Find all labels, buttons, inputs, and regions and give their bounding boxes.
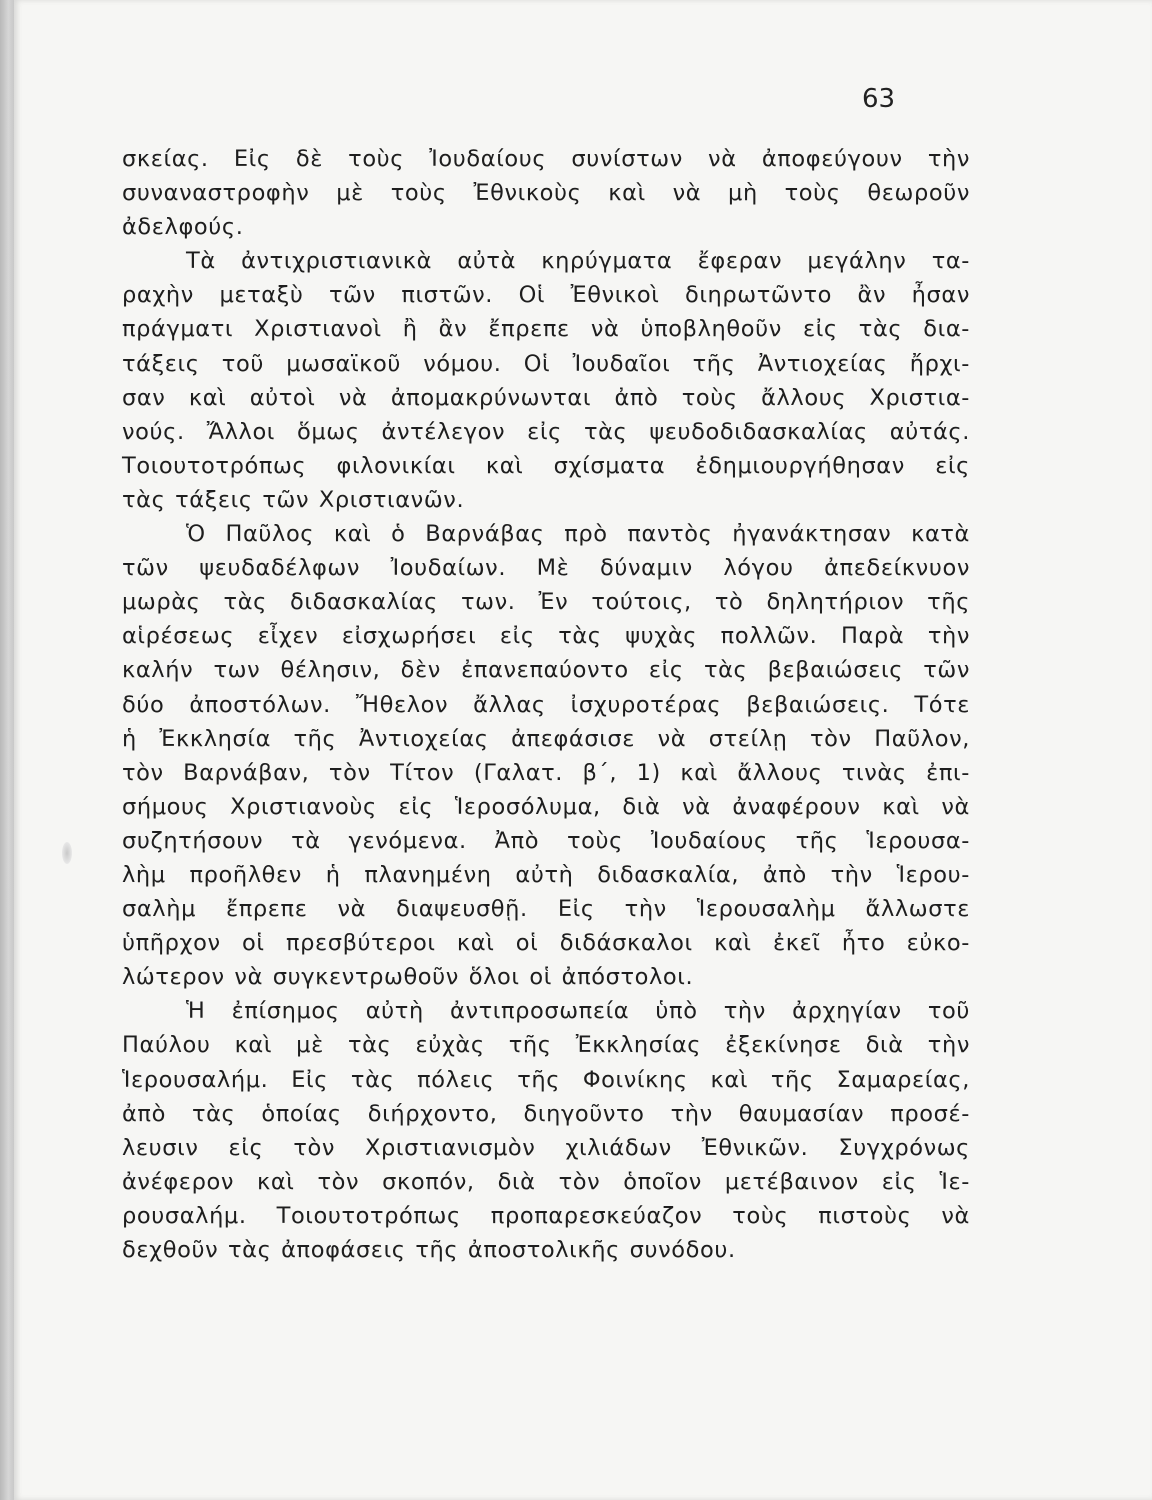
text-line: δεχθοῦν τὰς ἀποφάσεις τῆς ἀποστολικῆς συνόδου. <box>122 1237 736 1263</box>
text-line: σκείας. Εἰς δὲ τοὺς Ἰουδαίους συνίστων νὰ ἀποφεύγουν τὴν <box>122 146 970 172</box>
paragraph <box>122 994 970 1267</box>
text-line: συναναστροφὴν μὲ τοὺς Ἐθνικοὺς καὶ νὰ μὴ τοὺς θεωροῦν <box>122 180 970 207</box>
text-line: πράγματι Χριστιανοὶ ἢ ἂν ἔπρεπε νὰ ὑποβληθοῦν εἰς τὰς δια- <box>122 316 970 343</box>
text-line: ὑπῆρχον οἱ πρεσβύτεροι καὶ οἱ διδάσκαλοι καὶ ἐκεῖ ἦτο εὐκο- <box>122 930 970 957</box>
text-line: σαλὴμ ἔπρεπε νὰ διαψευσθῇ. Εἰς τὴν Ἱερουσαλὴμ ἄλλωστε <box>122 896 970 923</box>
text-line: αἱρέσεως εἶχεν εἰσχωρήσει εἰς τὰς ψυχὰς πολλῶν. Παρὰ τὴν <box>122 623 970 650</box>
text-line: λευσιν εἰς τὸν Χριστιανισμὸν χιλιάδων Ἐθνικῶν. Συγχρόνως <box>122 1134 970 1161</box>
text-line: λὴμ προῆλθεν ἡ πλανημένη αὐτὴ διδασκαλία, ἀπὸ τὴν Ἱερου- <box>122 861 970 888</box>
text-line: σαν καὶ αὐτοὶ νὰ ἀπομακρύνωνται ἀπὸ τοὺς ἄλλους Χριστια- <box>122 384 970 411</box>
paragraph <box>122 517 970 994</box>
text-line: δύο ἀποστόλων. Ἤθελον ἄλλας ἰσχυροτέρας βεβαιώσεις. Τότε <box>122 691 970 718</box>
page-number: 63 <box>862 84 896 114</box>
text-line: τὰς τάξεις τῶν Χριστιανῶν. <box>122 486 465 513</box>
text-line: Τοιουτοτρόπως φιλονικίαι καὶ σχίσματα ἐδημιουργήθησαν εἰς <box>122 452 970 479</box>
paragraph <box>122 142 970 244</box>
text-line: σήμους Χριστιανοὺς εἰς Ἱεροσόλυμα, διὰ νὰ ἀναφέρουν καὶ νὰ <box>122 793 970 820</box>
text-line: ἀνέφερον καὶ τὸν σκοπόν, διὰ τὸν ὁποῖον μετέβαινον εἰς Ἱε- <box>122 1168 970 1195</box>
text-line: Παύλου καὶ μὲ τὰς εὐχὰς τῆς Ἐκκλησίας ἐξεκίνησε διὰ τὴν <box>122 1032 970 1059</box>
text-line: καλήν των θέλησιν, δὲν ἐπανεπαύοντο εἰς τὰς βεβαιώσεις τῶν <box>122 657 970 684</box>
book-page <box>14 0 1152 1500</box>
text-line: συζητήσουν τὰ γενόμενα. Ἀπὸ τοὺς Ἰουδαίους τῆς Ἱερουσα- <box>122 827 970 854</box>
text-line: ρουσαλήμ. Τοιουτοτρόπως προπαρεσκεύαζον τοὺς πιστοὺς νὰ <box>122 1202 970 1229</box>
text-line: λώτερον νὰ συγκεντρωθοῦν ὅλοι οἱ ἀπόστολοι. <box>122 964 694 991</box>
text-line: ἀπὸ τὰς ὁποίας διήρχοντο, διηγοῦντο τὴν θαυμασίαν προσέ- <box>122 1100 970 1127</box>
text-line: μωρὰς τὰς διδασκαλίας των. Ἐν τούτοις, τὸ δηλητήριον τῆς <box>122 589 970 616</box>
text-line: ἡ Ἐκκλησία τῆς Ἀντιοχείας ἀπεφάσισε νὰ στείλῃ τὸν Παῦλον, <box>122 725 970 752</box>
text-line: ἀδελφούς. <box>122 214 244 241</box>
text-line: Ἡ ἐπίσημος αὐτὴ ἀντιπροσωπεία ὑπὸ τὴν ἀρχηγίαν τοῦ <box>186 998 970 1025</box>
text-line: Τὰ ἀντιχριστιανικὰ αὐτὰ κηρύγματα ἔφεραν μεγάλην τα- <box>186 248 970 275</box>
text-line: Ἱερουσαλήμ. Εἰς τὰς πόλεις τῆς Φοινίκης καὶ τῆς Σαμαρείας, <box>122 1066 970 1093</box>
paragraph <box>122 244 970 517</box>
text-line: Ὁ Παῦλος καὶ ὁ Βαρνάβας πρὸ παντὸς ἠγανάκτησαν κατὰ <box>186 521 970 548</box>
text-line: ραχὴν μεταξὺ τῶν πιστῶν. Οἱ Ἐθνικοὶ διηρωτῶντο ἂν ἦσαν <box>122 282 970 309</box>
paper-blemish <box>62 842 72 864</box>
scan-left-edge <box>0 0 14 1500</box>
text-line: τάξεις τοῦ μωσαϊκοῦ νόμου. Οἱ Ἰουδαῖοι τῆς Ἀντιοχείας ἤρχι- <box>122 350 970 377</box>
body-text <box>122 142 970 1267</box>
text-line: τῶν ψευδαδέλφων Ἰουδαίων. Μὲ δύναμιν λόγου ἀπεδείκνυον <box>122 555 970 582</box>
text-line: τὸν Βαρνάβαν, τὸν Τίτον (Γαλατ. β΄, 1) καὶ ἄλλους τινὰς ἐπι- <box>122 759 970 786</box>
text-line: νούς. Ἄλλοι ὅμως ἀντέλεγον εἰς τὰς ψευδοδιδασκαλίας αὐτάς. <box>122 418 970 445</box>
